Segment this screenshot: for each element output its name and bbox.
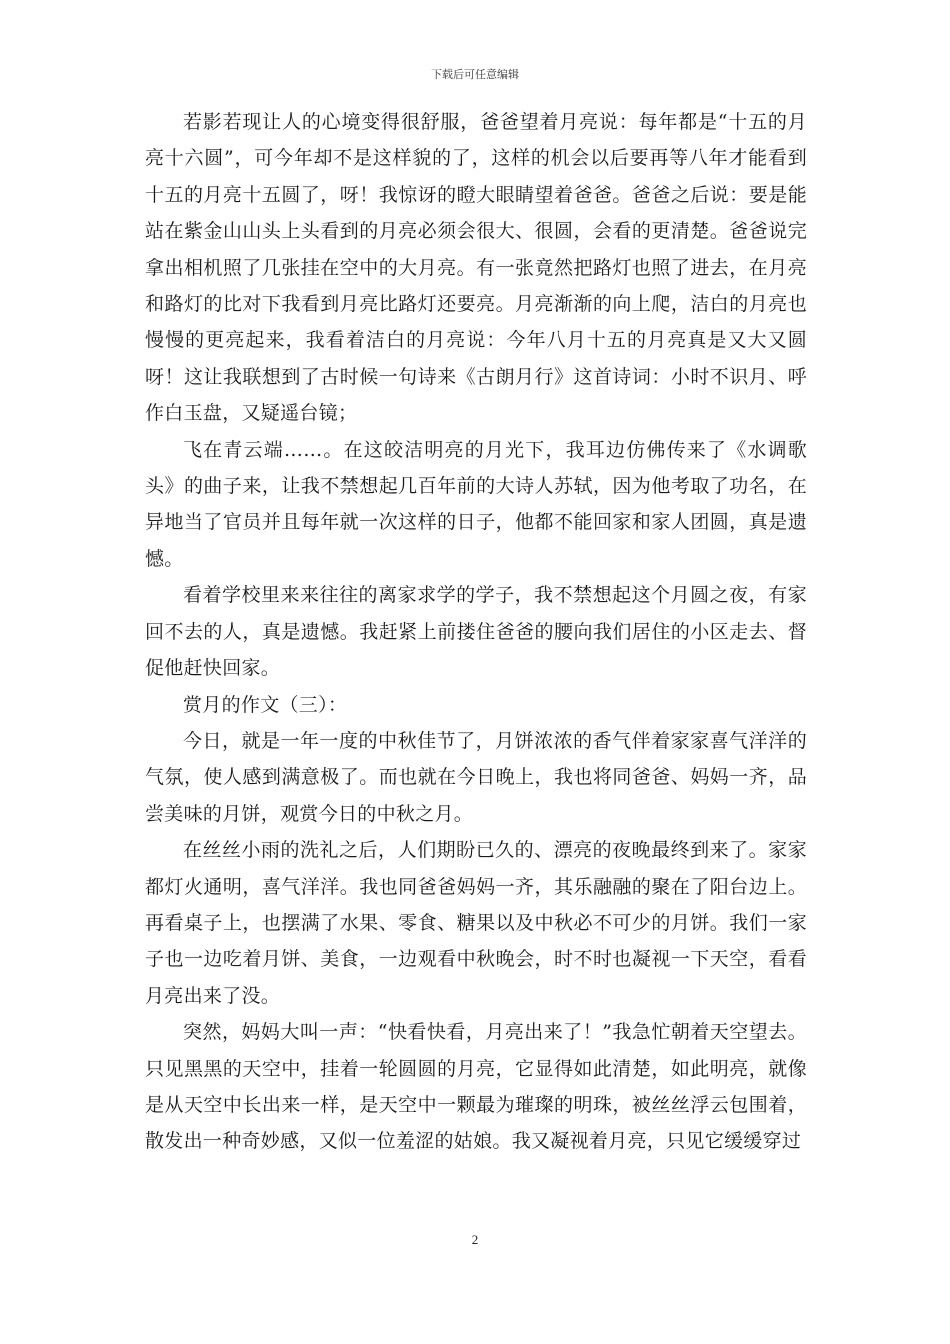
page-header: 下载后可任意编辑 xyxy=(431,68,519,81)
document-body xyxy=(145,104,807,1160)
paragraph: 若影若现让人的心境变得很舒服，爸爸望着月亮说：每年都是“十五的月亮十六圆”，可今年却不是这样貌的了，这样的机会以后要再等八年才能看到十五的月亮十五圆了，呀！我惊讶的瞪大眼睛望着爸爸。爸爸之后说：要是能站在紫金山山头上头看到的月亮必须会很大、很圆，会看的更清楚。爸爸说完拿出相机照了几张挂在空中的大月亮。有一张竟然把路灯也照了进去，在月亮和路灯的比对下我看到月亮比路灯还要亮。月亮渐渐的向上爬，洁白的月亮也慢慢的更亮起来，我看着洁白的月亮说：今年八月十五的月亮真是又大又圆呀！这让我联想到了古时候一句诗来《古朗月行》这首诗词：小时不识月、呼作白玉盘，又疑遥台镜； xyxy=(145,111,807,425)
paragraph: 今日，就是一年一度的中秋佳节了，月饼浓浓的香气伴着家家喜气洋洋的气氛，使人感到满意极了。而也就在今日晚上，我也将同爸爸、妈妈一齐，品尝美味的月饼，观赏今日的中秋之月。 xyxy=(145,729,807,825)
paragraph: 看着学校里来来往往的离家求学的学子，我不禁想起这个月圆之夜，有家回不去的人，真是遗憾。我赶紧上前搂住爸爸的腰向我们居住的小区走去、督促他赶快回家。 xyxy=(145,584,807,680)
page-number: 2 xyxy=(471,1232,479,1247)
paragraph: 突然，妈妈大叫一声：“快看快看，月亮出来了！”我急忙朝着天空望去。只见黑黑的天空中，挂着一轮圆圆的月亮，它显得如此清楚，如此明亮，就像是从天空中长出来一样，是天空中一颗最为璀璨的明珠，被丝丝浮云包围着，散发出一种奇妙感，又似一位羞涩的姑娘。我又凝视着月亮，只见它缓缓穿过 xyxy=(145,1021,807,1153)
paragraph: 在丝丝小雨的洗礼之后，人们期盼已久的、漂亮的夜晚最终到来了。家家都灯火通明，喜气洋洋。我也同爸爸妈妈一齐，其乐融融的聚在了阳台边上。再看桌子上，也摆满了水果、零食、糖果以及中秋必不可少的月饼。我们一家子也一边吃着月饼、美食，一边观看中秋晚会，时不时也凝视一下天空，看看月亮出来了没。 xyxy=(145,839,807,1007)
section-heading: 赏月的作文（三）： xyxy=(183,693,348,716)
paragraph: 飞在青云端……。在这皎洁明亮的月光下，我耳边仿佛传来了《水调歌头》的曲子来，让我不禁想起几百年前的大诗人苏轼，因为他考取了功名，在异地当了官员并且每年就一次这样的日子，他都不能回家和家人团圆，真是遗憾。 xyxy=(145,438,807,570)
